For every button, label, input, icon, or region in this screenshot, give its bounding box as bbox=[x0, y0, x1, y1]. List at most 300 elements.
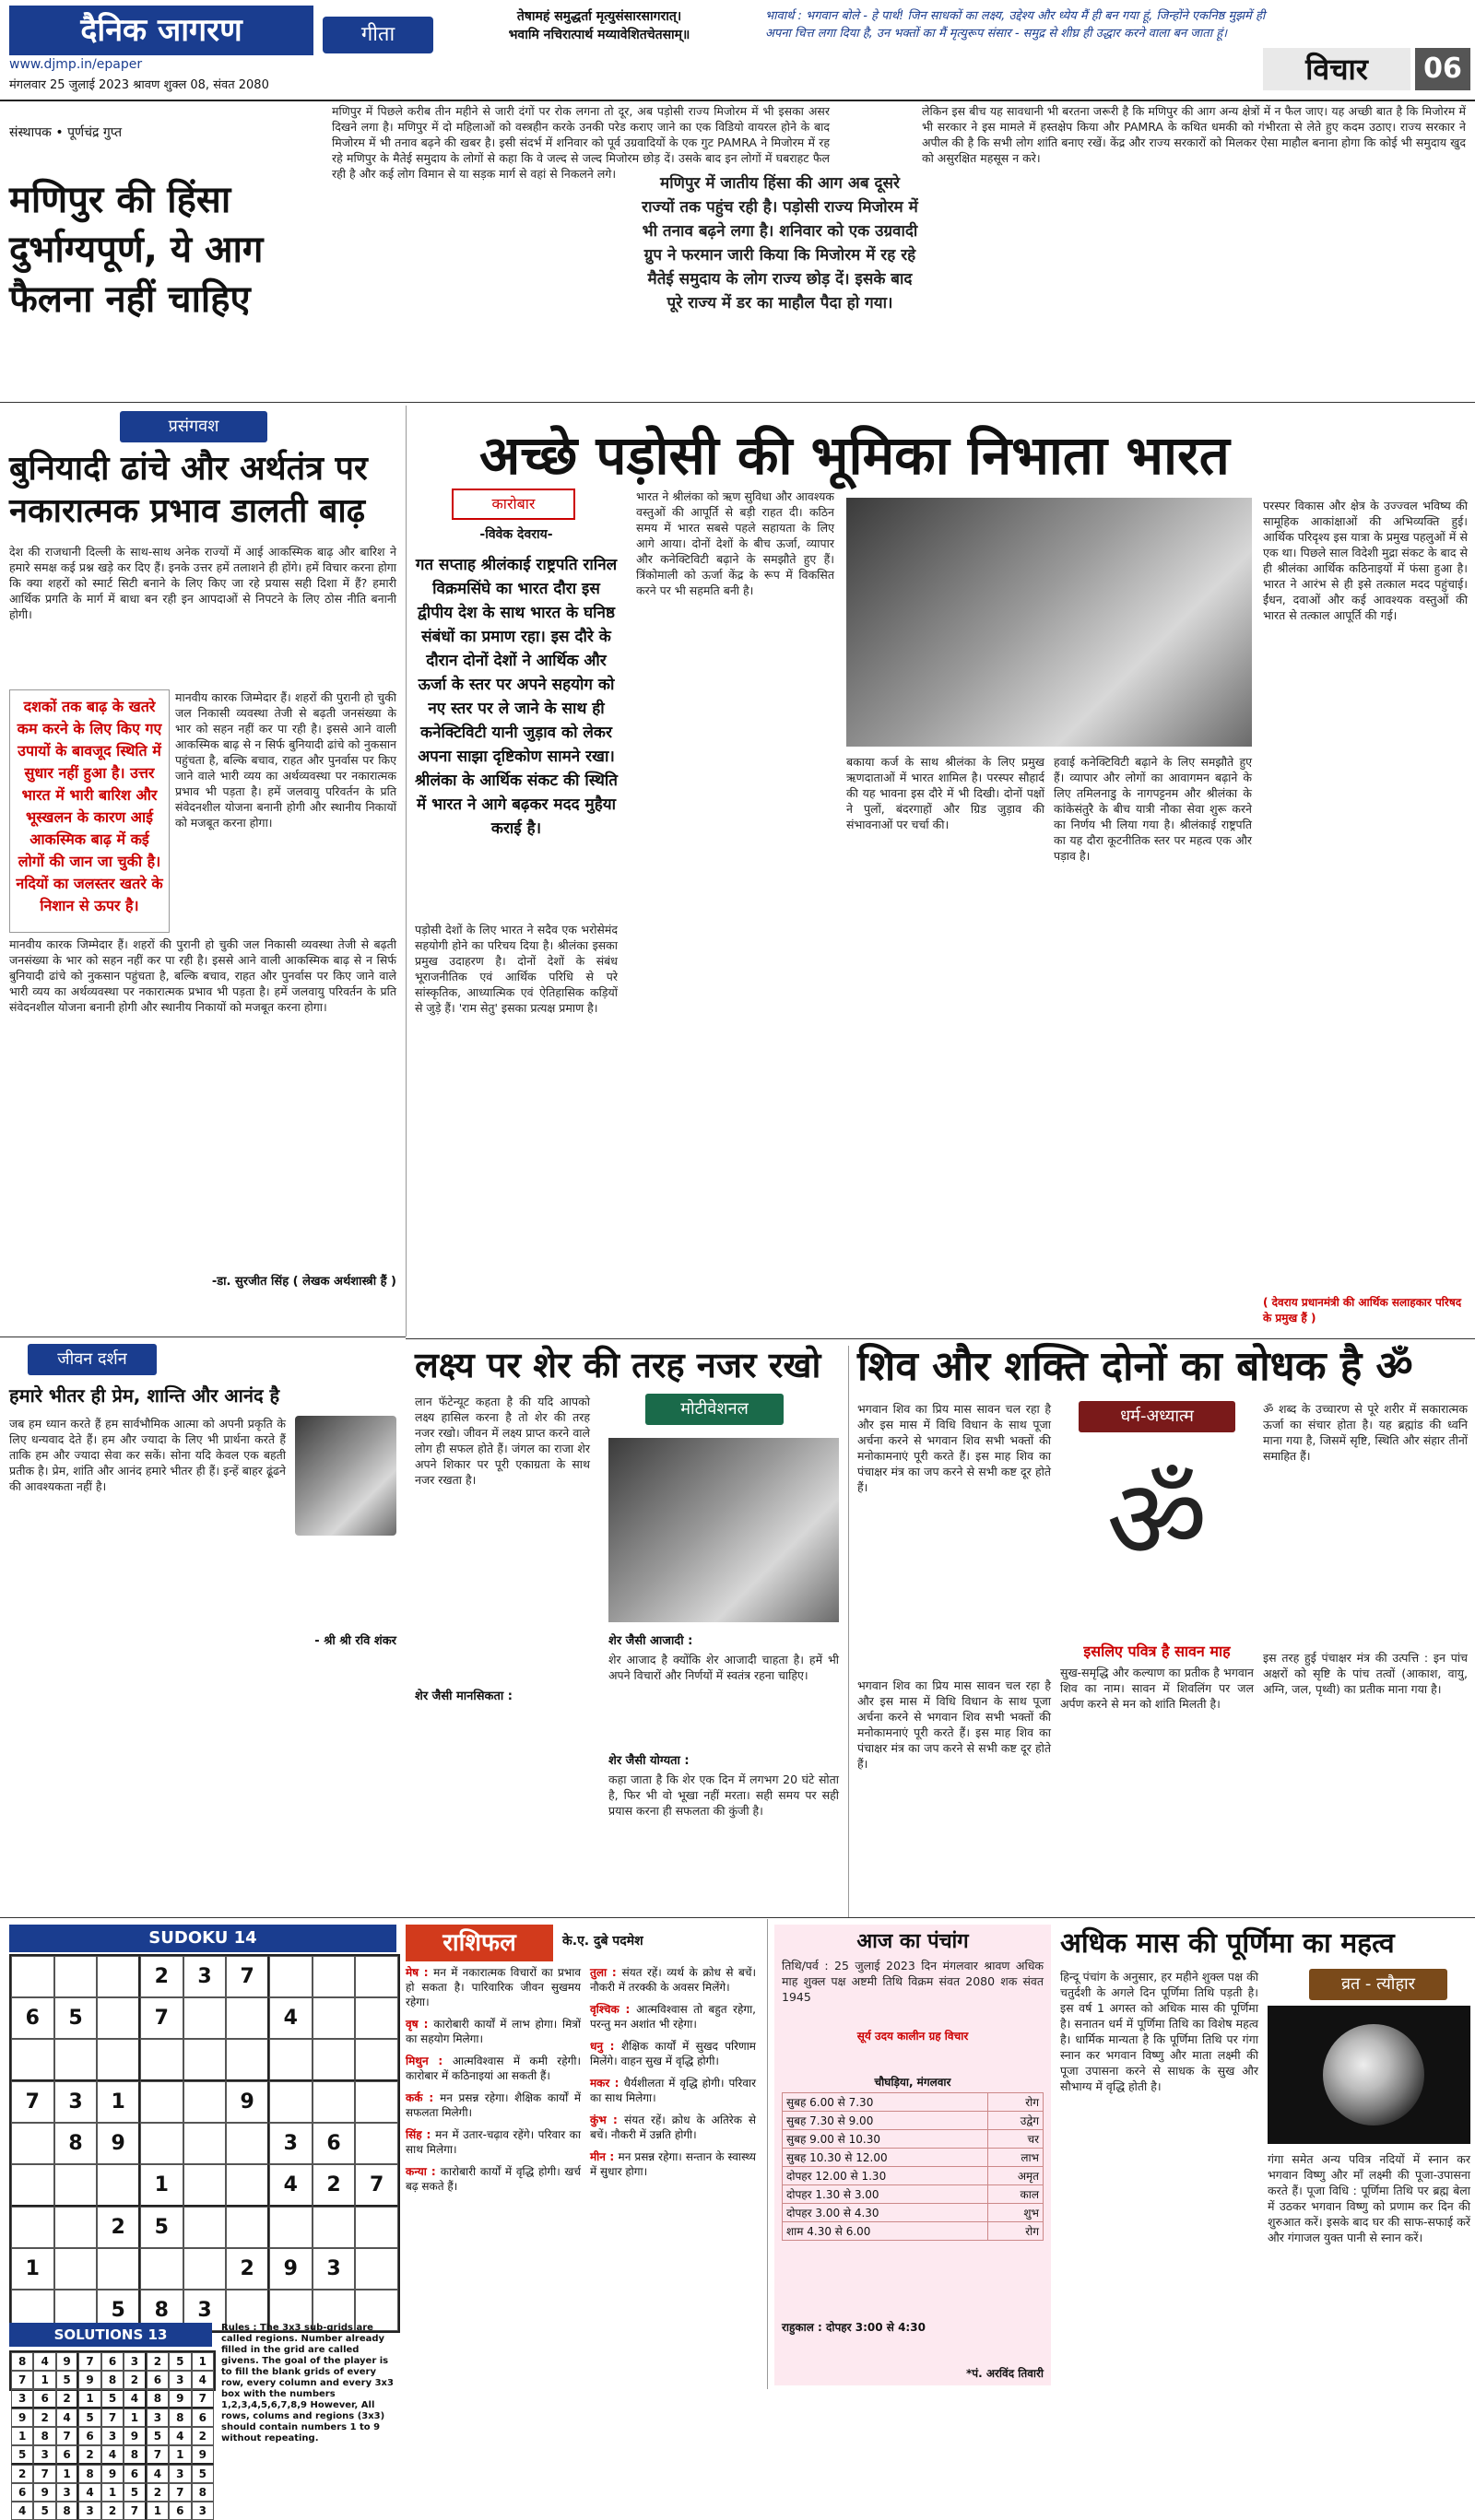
panchang-intro: तिथि/पर्व : 25 जुलाई 2023 दिन मंगलवार श्रावण अधिक माह शुक्ल पक्ष अष्टमी तिथि विक्रम संवत 2080 शक संवत 1945 bbox=[782, 1959, 1044, 2004]
rashi-text: मन में उतार-चढ़ाव रहेंगे। परिवार का साथ मिलेगा। bbox=[406, 2128, 581, 2156]
sudoku-cell[interactable] bbox=[355, 2081, 398, 2123]
sudoku-cell[interactable]: 3 bbox=[54, 2081, 98, 2123]
sudoku-cell[interactable] bbox=[183, 2081, 227, 2123]
sudoku-cell[interactable] bbox=[54, 2164, 98, 2207]
rashi-text: आत्मविश्वास तो बहुत रहेगा, परन्तु मन अशांत भी रहेगा। bbox=[590, 2003, 756, 2031]
sudoku-cell[interactable] bbox=[269, 2081, 313, 2123]
solution-cell: 4 bbox=[101, 2445, 124, 2465]
solution-cell: 9 bbox=[192, 2445, 214, 2465]
shloka-meaning: भावार्थ : भगवान बोले - हे पार्थ! जिन साधकों का लक्ष्य, उद्देश्य और ध्येय मैं ही बन गया हूं, जिन्होंने एकनिष्ठ मुझमें ही अपना चित्त लगा दिया है, उन भक्तों का मैं मृत्युरूप संसार - समुद्र से शीघ्र ही उद्धार करने वाला बन जाता हूं। bbox=[765, 9, 1266, 41]
solution-cell: 1 bbox=[124, 2408, 146, 2427]
jeevan-body: जब हम ध्यान करते हैं हम सार्वभौमिक आत्मा को अपनी प्रकृति के लिए धन्यवाद देते हैं। हम और ज्यादा के लिए भी प्रार्थना करते हैं ताकि हम और ज्यादा सेवा कर सकें। सोना यदि केवल एक बहती प्रतीक है। प्रेम, शांति और आनंद हमारे भीतर ही हैं। इन्हें बाहर ढूंढने की आवश्यकता नहीं है। bbox=[9, 1417, 286, 1493]
solution-cell: 7 bbox=[124, 2502, 146, 2520]
solution-cell: 9 bbox=[169, 2389, 191, 2408]
solution-cell: 2 bbox=[192, 2427, 214, 2445]
solution-cell: 4 bbox=[124, 2389, 146, 2408]
motivation-body-1: लान फॅटेन्यूट कहता है की यदि आपको लक्ष्य हासिल करना है तो शेर की तरह नजर रखो। जीवन में लक्ष्य प्राप्त करने वाले लोग ही सफल होते हैं। जंगल का राजा शेर अपने शिकार पर पूरी एकाग्रता के साथ नजर रखता है। bbox=[415, 1395, 590, 1487]
solution-cell: 3 bbox=[11, 2389, 33, 2408]
solution-cell: 8 bbox=[33, 2427, 55, 2445]
choghadiya-label: रोग bbox=[987, 2093, 1043, 2112]
solution-cell: 9 bbox=[11, 2408, 33, 2427]
prasangvash-author: -डा. सुरजीत सिंह ( लेखक अर्थशास्त्री हैं ) bbox=[211, 1275, 396, 1289]
sudoku-cell[interactable]: 2 bbox=[140, 1956, 183, 1997]
solution-cell: 8 bbox=[124, 2445, 146, 2465]
lead-headline: मणिपुर की हिंसा दुर्भाग्यपूर्ण, ये आग फैलना नहीं चाहिए bbox=[9, 179, 264, 321]
solution-cell: 1 bbox=[78, 2389, 100, 2408]
motivation-tag: मोटीवेशनल bbox=[645, 1394, 784, 1425]
karobar-body-2: भारत ने श्रीलंका को ऋण सुविधा और आवश्यक वस्तुओं की आपूर्ति से बड़ी राहत दी। कठिन समय में भारत सबसे पहले सहायता के लिए आगे आया। दोनों देशों के बीच ऊर्जा, व्यापार और कनेक्टिविटी बढ़ाने के समझौते हुए हैं। त्रिंकोमाली को ऊर्जा केंद्र के रूप में विकसित करने पर भी सहमति बनी है। bbox=[636, 489, 834, 597]
sudoku-cell[interactable]: 7 bbox=[355, 2164, 398, 2207]
vrat-body-1: हिन्दू पंचांग के अनुसार, हर महीने शुक्ल पक्ष की चतुर्दशी के अगले दिन पूर्णिमा तिथि पड़ती है। इस वर्ष 1 अगस्त को अधिक मास की पूर्णिमा है। सनातन धर्म में पूर्णिमा तिथि का विशेष महत्व है। धार्मिक मान्यता है कि पूर्णिमा तिथि पर गंगा स्नान कर भगवान विष्णु और माता लक्ष्मी की पूजा उपासना करने से साधक के सुख और सौभाग्य में वृद्धि होती है। bbox=[1060, 1970, 1258, 2093]
choghadiya-title: चौघड़िया, मंगलवार bbox=[874, 2076, 951, 2089]
sudoku-cell[interactable]: 7 bbox=[140, 1997, 183, 2039]
rashi-item bbox=[406, 2127, 581, 2157]
sudoku-cell[interactable] bbox=[313, 2207, 356, 2248]
solution-cell: 8 bbox=[147, 2389, 169, 2408]
choghadiya-row bbox=[783, 2185, 1044, 2204]
shloka-line-2: भवामि नचिरात्पार्थ मय्यावेशितचेतसाम्॥ bbox=[508, 28, 690, 42]
rashi-name: वृश्चिक : bbox=[590, 2003, 637, 2016]
sudoku-cell[interactable] bbox=[183, 2207, 227, 2248]
editor-credit: संस्थापक • पूर्णचंद्र गुप्त bbox=[9, 125, 123, 140]
solution-cell: 5 bbox=[101, 2389, 124, 2408]
rashi-item bbox=[590, 2149, 756, 2179]
sudoku-cell[interactable] bbox=[97, 1956, 140, 1997]
motivation-sub-1: शेर जैसी मानसिकता : bbox=[415, 1690, 513, 1703]
rashi-item bbox=[590, 2039, 756, 2068]
sudoku-cell[interactable] bbox=[355, 1956, 398, 1997]
sudoku-cell[interactable]: 9 bbox=[97, 2123, 140, 2164]
jeevan-headline: हमारे भीतर ही प्रेम, शान्ति और आनंद है bbox=[9, 1384, 280, 1407]
rashi-name: मिथुन : bbox=[406, 2055, 453, 2067]
motivation-sub-3: शेर जैसी योग्यता : bbox=[608, 1754, 690, 1768]
sudoku-cell[interactable]: 6 bbox=[11, 1997, 54, 2039]
divider bbox=[406, 1338, 1475, 1339]
solution-cell: 5 bbox=[147, 2427, 169, 2445]
vrat-body-2: गंगा समेत अन्य पवित्र नदियों में स्नान कर भगवान विष्णु और माँ लक्ष्मी की पूजा-उपासना करते हैं। पूजा विधि : पूर्णिमा तिथि पर ब्रह्म बेला में उठकर भगवान विष्णु को प्रणाम कर दिन की शुरुआत करें। इसके बाद घर की साफ-सफाई करें और गंगाजल युक्त पानी से स्नान करें। bbox=[1268, 2152, 1470, 2244]
divider bbox=[0, 402, 1475, 403]
rashi-item bbox=[406, 1965, 581, 2009]
karobar-headline: अच्छे पड़ोसी की भूमिका निभाता भारत bbox=[479, 424, 1230, 487]
sudoku-cell[interactable]: 5 bbox=[54, 1997, 98, 2039]
rashi-item bbox=[406, 2090, 581, 2120]
solution-cell: 3 bbox=[101, 2427, 124, 2445]
dharm-body-4: सुख-समृद्धि और कल्याण का प्रतीक है भगवान शिव का नाम। सावन में शिवलिंग पर जल अर्पण करने से मन को शांति मिलती है। bbox=[1060, 1666, 1254, 1711]
vrat-headline: अधिक मास की पूर्णिमा का महत्व bbox=[1060, 1927, 1395, 1960]
sudoku-cell[interactable] bbox=[97, 2039, 140, 2081]
choghadiya-time: दोपहर 12.00 से 1.30 bbox=[783, 2167, 988, 2185]
solution-cell: 2 bbox=[78, 2445, 100, 2465]
lead-body-2: लेकिन इस बीच यह सावधानी भी बरतना जरूरी है कि मणिपुर की आग अन्य क्षेत्रों में न फैल जाए। यह अच्छी बात है कि मिजोरम में भी सरकार ने इस मामले में हस्तक्षेप किया और PAMRA के कथित धमकी को गंभीरता से लेते हुए कदम उठाए। राज्य सरकार ने अपील की है कि सभी लोग शांति बनाए रखें। केंद्र और राज्य सरकारों को मिलकर ऐसा माहौल बनाना होगा कि कोई भी समुदाय खुद को असुरक्षित महसूस न करे। bbox=[922, 104, 1466, 165]
solution-cell: 5 bbox=[169, 2352, 191, 2371]
sudoku-cell[interactable] bbox=[140, 2248, 183, 2290]
panchang-yog: सूर्य उदय कालीन ग्रह विचार bbox=[856, 2030, 969, 2043]
solution-cell: 6 bbox=[124, 2465, 146, 2483]
rashi-name: धनु : bbox=[590, 2040, 622, 2053]
choghadiya-row bbox=[783, 2167, 1044, 2185]
sudoku-cell[interactable] bbox=[355, 2207, 398, 2248]
sudoku-cell[interactable]: 4 bbox=[269, 2164, 313, 2207]
sudoku-cell[interactable] bbox=[183, 2248, 227, 2290]
divider bbox=[848, 1346, 849, 1917]
sudoku-cell[interactable] bbox=[11, 2207, 54, 2248]
solutions-title: SOLUTIONS 13 bbox=[9, 2323, 212, 2347]
solution-cell: 7 bbox=[147, 2445, 169, 2465]
sudoku-cell[interactable]: 1 bbox=[11, 2248, 54, 2290]
rashi-name: मेष : bbox=[406, 1966, 434, 1979]
sudoku-cell[interactable] bbox=[355, 1997, 398, 2039]
solution-cell: 6 bbox=[169, 2502, 191, 2520]
choghadiya-row bbox=[783, 2149, 1044, 2167]
solution-cell: 9 bbox=[124, 2427, 146, 2445]
sudoku-cell[interactable] bbox=[313, 1956, 356, 1997]
rashi-text: मन प्रसन्न रहेगा। शैक्षिक कार्यों में सफलता मिलेगी। bbox=[406, 2091, 581, 2119]
solution-cell: 2 bbox=[101, 2502, 124, 2520]
solution-cell: 8 bbox=[56, 2502, 78, 2520]
solution-cell: 5 bbox=[192, 2465, 214, 2483]
rashi-name: कन्या : bbox=[406, 2165, 441, 2178]
prasangvash-tag: प्रसंगवश bbox=[120, 411, 267, 442]
lead-pullquote: मणिपुर में जातीय हिंसा की आग अब दूसरे राज्यों तक पहुंच रही है। पड़ोसी राज्य मिजोरम में भी तनाव बढ़ने लगा है। शनिवार को एक उग्रवादी ग्रुप ने फरमान जारी किया कि मिजोरम में रह रहे मैतेई समुदाय के लोग राज्य छोड़ दें। इसके बाद पूरे राज्य में डर का माहौल पैदा हो गया। bbox=[636, 166, 924, 321]
solution-cell: 9 bbox=[56, 2352, 78, 2371]
solution-cell: 4 bbox=[169, 2427, 191, 2445]
solution-cell: 4 bbox=[33, 2352, 55, 2371]
choghadiya-row bbox=[783, 2093, 1044, 2112]
dharm-body-5: इस तरह हुई पंचाक्षर मंत्र की उत्पत्ति : इन पांच अक्षरों को सृष्टि के पांच तत्वों (आकाश, वायु, अग्नि, जल, पृथ्वी) का प्रतीक माना गया है। bbox=[1263, 1651, 1468, 1696]
sudoku-cell[interactable] bbox=[54, 2248, 98, 2290]
sudoku-cell[interactable] bbox=[11, 2164, 54, 2207]
rashi-item bbox=[406, 2164, 581, 2194]
rashi-name: मीन : bbox=[590, 2150, 619, 2163]
solution-cell: 8 bbox=[78, 2465, 100, 2483]
prasangvash-headline: बुनियादी ढांचे और अर्थतंत्र पर नकारात्मक प्रभाव डालती बाढ़ bbox=[9, 450, 368, 530]
solution-cell: 1 bbox=[56, 2465, 78, 2483]
motivation-image bbox=[608, 1438, 839, 1622]
sudoku-cell[interactable] bbox=[269, 2039, 313, 2081]
sudoku-cell[interactable]: 4 bbox=[269, 1997, 313, 2039]
rashi-item bbox=[406, 2017, 581, 2046]
solution-cell: 6 bbox=[147, 2371, 169, 2389]
solution-cell: 3 bbox=[78, 2502, 100, 2520]
choghadiya-table bbox=[782, 2092, 1044, 2241]
solution-cell: 2 bbox=[33, 2408, 55, 2427]
rashi-text: आत्मविश्वास में कमी रहेगी। कारोबार में कठिनाइयां आ सकती हैं। bbox=[406, 2055, 581, 2082]
solution-cell: 6 bbox=[101, 2352, 124, 2371]
karobar-author: ( देवराय प्रधानमंत्री की आर्थिक सलाहकार परिषद के प्रमुख हैं ) bbox=[1263, 1296, 1462, 1325]
solution-cell: 3 bbox=[169, 2465, 191, 2483]
sudoku-cell[interactable]: 3 bbox=[183, 1956, 227, 1997]
sudoku-cell[interactable] bbox=[226, 2164, 269, 2207]
epaper-url[interactable]: www.djmp.in/epaper bbox=[9, 57, 143, 72]
sudoku-cell[interactable] bbox=[54, 1956, 98, 1997]
sudoku-cell[interactable]: 9 bbox=[226, 2081, 269, 2123]
sudoku-cell[interactable] bbox=[97, 1997, 140, 2039]
page-number: 06 bbox=[1415, 48, 1470, 90]
choghadiya-time: सुबह 7.30 से 9.00 bbox=[783, 2112, 988, 2130]
sudoku-cell[interactable]: 1 bbox=[140, 2164, 183, 2207]
sudoku-cell[interactable]: 3 bbox=[313, 2248, 356, 2290]
solution-cell: 3 bbox=[124, 2352, 146, 2371]
divider bbox=[767, 1919, 768, 2389]
dharm-body-3: भगवान शिव का प्रिय मास सावन चल रहा है और इस मास में विधि विधान के साथ पूजा अर्चना करने से भगवान शिव सभी भक्तों की मनोकामनाएं पूरी करते हैं। इस माह शिव का पंचाक्षर मंत्र का जप करने से सभी कष्ट दूर होते हैं। bbox=[857, 1678, 1051, 1771]
choghadiya-time: सुबह 9.00 से 10.30 bbox=[783, 2130, 988, 2149]
dharm-body-1: भगवान शिव का प्रिय मास सावन चल रहा है और इस मास में विधि विधान के साथ पूजा अर्चना करने से भगवान शिव सभी भक्तों की मनोकामनाएं पूरी करते हैं। इस माह शिव का पंचाक्षर मंत्र का जप करने से सभी कष्ट दूर होते हैं। bbox=[857, 1402, 1051, 1494]
solution-cell: 6 bbox=[33, 2389, 55, 2408]
moon-icon bbox=[1323, 2024, 1424, 2126]
solution-cell: 6 bbox=[192, 2408, 214, 2427]
solution-cell: 7 bbox=[169, 2483, 191, 2502]
solution-cell: 7 bbox=[33, 2465, 55, 2483]
solution-cell: 2 bbox=[56, 2389, 78, 2408]
sudoku-cell[interactable] bbox=[269, 2207, 313, 2248]
dharm-tag: धर्म-अध्यात्म bbox=[1079, 1401, 1235, 1432]
sudoku-cell[interactable] bbox=[269, 1956, 313, 1997]
choghadiya-time: दोपहर 1.30 से 3.00 bbox=[783, 2185, 988, 2204]
solution-cell: 5 bbox=[78, 2408, 100, 2427]
solution-cell: 4 bbox=[147, 2465, 169, 2483]
sudoku-cell[interactable] bbox=[313, 2039, 356, 2081]
solution-cell: 6 bbox=[56, 2445, 78, 2465]
solution-cell: 9 bbox=[78, 2371, 100, 2389]
sudoku-cell[interactable] bbox=[140, 2123, 183, 2164]
dateline: मंगलवार 25 जुलाई 2023 श्रावण शुक्ल 08, संवत 2080 bbox=[9, 78, 269, 92]
choghadiya-label: उद्वेग bbox=[987, 2112, 1043, 2130]
sudoku-cell[interactable]: 2 bbox=[97, 2207, 140, 2248]
choghadiya-time: शाम 4.30 से 6.00 bbox=[783, 2222, 988, 2241]
solution-cell: 5 bbox=[56, 2371, 78, 2389]
choghadiya-time: सुबह 6.00 से 7.30 bbox=[783, 2093, 988, 2112]
solution-cell: 1 bbox=[101, 2483, 124, 2502]
rashi-name: कुंभ : bbox=[590, 2114, 625, 2126]
solution-cell: 8 bbox=[192, 2483, 214, 2502]
solution-cell: 4 bbox=[78, 2483, 100, 2502]
sudoku-grid[interactable] bbox=[9, 1954, 400, 2333]
choghadiya-row bbox=[783, 2204, 1044, 2222]
sudoku-cell[interactable]: 8 bbox=[140, 2290, 183, 2331]
sudoku-cell[interactable] bbox=[355, 2039, 398, 2081]
sudoku-cell[interactable] bbox=[226, 1997, 269, 2039]
sudoku-cell[interactable]: 6 bbox=[313, 2123, 356, 2164]
choghadiya-label: चर bbox=[987, 2130, 1043, 2149]
rashifal-author: के.ए. दुबे पदमेश bbox=[562, 1934, 643, 1949]
sudoku-cell[interactable] bbox=[140, 2081, 183, 2123]
sudoku-cell[interactable]: 2 bbox=[226, 2248, 269, 2290]
panchang-title: आज का पंचांग bbox=[856, 1930, 969, 1953]
choghadiya-label: रोग bbox=[987, 2222, 1043, 2241]
sudoku-cell[interactable] bbox=[226, 2123, 269, 2164]
rashi-name: वृष : bbox=[406, 2018, 434, 2031]
solution-cell: 7 bbox=[192, 2389, 214, 2408]
gita-label: गीता bbox=[323, 17, 433, 53]
solution-cell: 8 bbox=[169, 2408, 191, 2427]
solution-cell: 6 bbox=[11, 2483, 33, 2502]
sudoku-title: SUDOKU 14 bbox=[9, 1925, 396, 1952]
choghadiya-label: शुभ bbox=[987, 2204, 1043, 2222]
rashi-text: संयत रहें। क्रोध के अतिरेक से बचें। नौकरी में उन्नति होगी। bbox=[590, 2114, 756, 2141]
sudoku-cell[interactable]: 5 bbox=[97, 2290, 140, 2331]
solution-cell: 5 bbox=[124, 2483, 146, 2502]
lead-body-1: मणिपुर में पिछले करीब तीन महीने से जारी दंगों पर रोक लगना तो दूर, अब पड़ोसी राज्य मिजोरम में भी इसका असर दिखने लगा है। मणिपुर में दो महिलाओं को वस्त्रहीन करके उनकी परेड कराए जाने का एक विडियो वायरल होने के बाद मिजोरम में भी तनाव बढ़ने की खबर है। इसी संदर्भ में शनिवार को पूर्व उग्रवादियों के एक गुट PAMRA ने मिजोरम में रह रहे मणिपुर के मैतेई समुदाय के लोगों से कहा कि वे जल्द से जल्द मिजोरम छोड़ दें। उसके बाद इन लोगों में घबराहट फैल रही है और कई लोग विमान से या सड़क मार्ग से वहां से निकलने लगे। bbox=[332, 104, 830, 181]
solution-cell: 2 bbox=[147, 2483, 169, 2502]
sudoku-cell[interactable]: 1 bbox=[97, 2081, 140, 2123]
sudoku-cell[interactable] bbox=[355, 2123, 398, 2164]
rashifal-left-column bbox=[406, 1965, 581, 2380]
solution-cell: 5 bbox=[11, 2445, 33, 2465]
rashi-name: कर्क : bbox=[406, 2091, 441, 2104]
solution-cell: 7 bbox=[101, 2408, 124, 2427]
sudoku-cell[interactable] bbox=[97, 2164, 140, 2207]
karobar-body-4: हवाई कनेक्टिविटी बढ़ाने के लिए समझौते हुए हैं। व्यापार और लोगों का आवागमन बढ़ाने के लिए तमिलनाडु के नागपट्टनम और श्रीलंका के कांकेसंतुरै के बीच यात्री नौका सेवा शुरू करने का निर्णय भी लिया गया है। श्रीलंकाई राष्ट्रपति का यह दौरा कूटनीतिक स्तर पर महत्व एक और पड़ाव है। bbox=[1054, 755, 1252, 863]
solution-cell: 1 bbox=[33, 2371, 55, 2389]
rashi-item bbox=[590, 1965, 756, 1995]
solution-cell: 9 bbox=[33, 2483, 55, 2502]
rashi-text: मन प्रसन्न रहेगा। सन्तान के स्वास्थ्य में सुधार होगा। bbox=[590, 2150, 757, 2178]
leaders-photo bbox=[846, 498, 1252, 747]
brand-logo: दैनिक जागरण bbox=[9, 6, 313, 55]
prasangvash-body-1: देश की राजधानी दिल्ली के साथ-साथ अनेक राज्यों में आई आकस्मिक बाढ़ और बारिश ने हमारे समक्ष कई प्रश्न खड़े कर दिए हैं। इनके उत्तर हमें तलाशने ही होंगे। हमें विचार करना होगा कि क्या शहरों को स्मार्ट सिटी बनाने के लिए किए जा रहे प्रयास सही दिशा में हैं? हमारी आर्थिक प्रगति के मार्ग में बाधा बन रही इन आपदाओं से निपटने के लिए ठोस नीति बनानी होगी। bbox=[9, 545, 396, 621]
sudoku-cell[interactable]: 2 bbox=[313, 2164, 356, 2207]
rashi-text: कारोबारी कार्यों में लाभ होगा। मित्रों का सहयोग मिलेगा। bbox=[406, 2018, 581, 2045]
choghadiya-time: सुबह 10.30 से 12.00 bbox=[783, 2149, 988, 2167]
solution-cell: 2 bbox=[124, 2371, 146, 2389]
shloka bbox=[442, 7, 756, 44]
sudoku-cell[interactable] bbox=[11, 1956, 54, 1997]
motivation-headline: लक्ष्य पर शेर की तरह नजर रखो bbox=[415, 1345, 821, 1385]
rashi-item bbox=[590, 2076, 756, 2105]
choghadiya-label: अमृत bbox=[987, 2167, 1043, 2185]
solution-cell: 3 bbox=[33, 2445, 55, 2465]
choghadiya-row bbox=[783, 2112, 1044, 2130]
karobar-body-3: बकाया कर्ज के साथ श्रीलंका के लिए प्रमुख ऋणदाताओं में भारत शामिल है। परस्पर सौहार्द की यह भावना इस दौरे में भी दिखी। दोनों पक्षों ने पुलों, बंदरगाहों और ग्रिड जुड़ाव की संभावनाओं पर चर्चा की। bbox=[846, 755, 1044, 831]
solution-cell: 4 bbox=[11, 2502, 33, 2520]
motivation-sub-2: शेर जैसी आजादी : bbox=[608, 1634, 693, 1648]
panchang-author: *पं. अरविंद तिवारी bbox=[966, 2367, 1044, 2380]
jeevan-author: - श्री श्री रवि शंकर bbox=[314, 1634, 396, 1648]
jeevan-tag: जीवन दर्शन bbox=[28, 1344, 157, 1375]
rashi-item bbox=[590, 2113, 756, 2142]
sudoku-cell[interactable]: 3 bbox=[183, 2290, 227, 2331]
prasangvash-pullquote: दशकों तक बाढ़ के खतरे कम करने के लिए किए गए उपायों के बावजूद स्थिति में सुधार नहीं हुआ है। उत्तर भारत में भारी बारिश और भूस्खलन के कारण आई आकस्मिक बाढ़ में कई लोगों की जान जा चुकी है। नदियों का जलस्तर खतरे के निशान से ऊपर है। bbox=[9, 689, 170, 933]
sudoku-cell[interactable] bbox=[97, 2248, 140, 2290]
sudoku-cell[interactable] bbox=[183, 2123, 227, 2164]
choghadiya-time: दोपहर 3.00 से 4.30 bbox=[783, 2204, 988, 2222]
sudoku-cell[interactable] bbox=[54, 2207, 98, 2248]
sudoku-cell[interactable] bbox=[313, 1997, 356, 2039]
solution-cell: 9 bbox=[101, 2465, 124, 2483]
solution-cell: 6 bbox=[78, 2427, 100, 2445]
rashi-name: मकर : bbox=[590, 2077, 624, 2090]
dharm-headline: शिव और शक्ति दोनों का बोधक है ॐ bbox=[857, 1343, 1413, 1390]
prasangvash-body-2: मानवीय कारक जिम्मेदार हैं। शहरों की पुरानी हो चुकी जल निकासी व्यवस्था तेजी से बढ़ती जनसंख्या के भार को सहन नहीं कर पा रही है। इससे आने वाली आकस्मिक बाढ़ से न सिर्फ बुनियादी ढांचे को नुकसान पहुंचता है, बल्कि बचाव, राहत और पुनर्वास पर किए जाने वाले भारी व्यय का अर्थव्यवस्था पर नकारात्मक प्रभाव भी पड़ता है। हमें जलवायु परिवर्तन के प्रति संवेदनशील योजना बनानी होगी और स्थानीय निकायों को मजबूत करना होगा। bbox=[175, 690, 396, 830]
sudoku-cell[interactable]: 7 bbox=[11, 2081, 54, 2123]
sudoku-cell[interactable] bbox=[226, 2039, 269, 2081]
solution-cell: 3 bbox=[56, 2483, 78, 2502]
solution-cell: 2 bbox=[11, 2465, 33, 2483]
dharm-body-2: ॐ शब्द के उच्चारण से पूरे शरीर में सकारात्मक ऊर्जा का संचार होता है। यह ब्रह्मांड की ध्वनि माना गया है, जिसमें सृष्टि, स्थिति और संहार तीनों समाहित हैं। bbox=[1263, 1402, 1468, 1463]
sudoku-cell[interactable] bbox=[226, 2207, 269, 2248]
choghadiya-label: लाभ bbox=[987, 2149, 1043, 2167]
sudoku-cell[interactable]: 3 bbox=[269, 2123, 313, 2164]
motivation-body-3: शेर आजाद है क्योंकि शेर आजादी चाहता है। हमें भी अपने विचारों और निर्णयों में स्वतंत्र रहना चाहिए। bbox=[608, 1653, 839, 1682]
sudoku-cell[interactable] bbox=[183, 2039, 227, 2081]
solution-grid bbox=[9, 2350, 216, 2517]
solution-cell: 1 bbox=[147, 2502, 169, 2520]
divider bbox=[0, 1917, 1475, 1918]
sudoku-cell[interactable]: 9 bbox=[269, 2248, 313, 2290]
sudoku-cell[interactable] bbox=[54, 2039, 98, 2081]
rahukal: राहुकाल : दोपहर 3:00 से 4:30 bbox=[782, 2321, 926, 2334]
sudoku-cell[interactable] bbox=[140, 2039, 183, 2081]
rashi-name: सिंह : bbox=[406, 2128, 436, 2141]
solution-cell: 7 bbox=[11, 2371, 33, 2389]
solution-cell: 2 bbox=[147, 2352, 169, 2371]
solution-cell: 7 bbox=[78, 2352, 100, 2371]
karobar-body-1: पड़ोसी देशों के लिए भारत ने सदैव एक भरोसेमंद सहयोगी होने का परिचय दिया है। श्रीलंका इसका प्रमुख उदाहरण है। दोनों देशों के संबंध भूराजनीतिक एवं आर्थिक परिधि से परे सांस्कृतिक, आध्यात्मिक एवं ऐतिहासिक कड़ियों से जुड़े हैं। 'राम सेतु' इसका प्रत्यक्ष प्रमाण है। bbox=[415, 923, 618, 1015]
sudoku-cell[interactable] bbox=[313, 2081, 356, 2123]
sudoku-rules: Rules : The 3x3 sub-grids are called regions. Number already filled in the grid are called givens. The goal of the player is to fill the blank grids of every row, every column and every 3x3 box with the numbers 1,2,3,4,5,6,7,8,9 However, All rows, colums and regions (3x3) should contain numbers 1 to 9 without repeating. bbox=[221, 2323, 394, 2443]
author-photo bbox=[295, 1416, 396, 1536]
solution-cell: 3 bbox=[192, 2502, 214, 2520]
shloka-line-1: तेषामहं समुद्धर्ता मृत्युसंसारसागरात्। bbox=[516, 9, 682, 24]
rashi-text: शैक्षिक कार्यों में सुखद परिणाम मिलेंगे। वाहन सुख में वृद्धि होगी। bbox=[590, 2040, 756, 2067]
rashi-text: मन में नकारात्मक विचारों का प्रभाव हो सकता है। पारिवारिक जीवन सुखमय रहेगा। bbox=[406, 1966, 581, 2008]
motivation-body-4: कहा जाता है कि शेर एक दिन में लगभग 20 घंटे सोता है, फिर भी वो भूखा नहीं मरता। सही समय पर सही प्रयास करना ही सफलता की कुंजी है। bbox=[608, 1772, 839, 1818]
karobar-pullquote: गत सप्ताह श्रीलंकाई राष्ट्रपति रानिल विक्रमसिंघे का भारत दौरा इस द्वीपीय देश के साथ भारत के घनिष्ठ संबंधों का प्रमाण रहा। इस दौरे के दौरान दोनों देशों ने आर्थिक और ऊर्जा के स्तर पर अपने सहयोग को नए स्तर पर ले जाने के साथ ही कनेक्टिविटी यानी जुड़ाव को लेकर अपना साझा दृष्टिकोण सामने रखा। श्रीलंका के आर्थिक संकट की स्थिति में भारत ने आगे बढ़कर मदद मुहैया कराई है। bbox=[415, 556, 618, 838]
om-symbol-icon: ॐ bbox=[1106, 1456, 1208, 1584]
rashifal-title: राशिफल bbox=[406, 1925, 553, 1961]
rashi-text: संयत रहें। व्यर्थ के क्रोध से बचें। नौकरी में तरक्की के अवसर मिलेंगे। bbox=[590, 1966, 756, 1994]
dharm-subhead: इसलिए पवित्र है सावन माह bbox=[1083, 1643, 1231, 1660]
moon-photo bbox=[1268, 2006, 1470, 2144]
choghadiya-row bbox=[783, 2130, 1044, 2149]
solution-cell: 1 bbox=[169, 2445, 191, 2465]
karobar-tag: कारोबार bbox=[452, 489, 575, 520]
solution-cell: 4 bbox=[192, 2371, 214, 2389]
section-title: विचार bbox=[1263, 48, 1410, 90]
solution-cell: 1 bbox=[11, 2427, 33, 2445]
rashi-name: तुला : bbox=[590, 1966, 622, 1979]
sudoku-cell[interactable] bbox=[11, 2123, 54, 2164]
rashi-item bbox=[406, 2054, 581, 2083]
solution-cell: 1 bbox=[192, 2352, 214, 2371]
sudoku-cell[interactable]: 7 bbox=[226, 1956, 269, 1997]
rashi-text: धैर्यशीलता में वृद्धि होगी। परिवार का साथ मिलेगा। bbox=[590, 2077, 756, 2104]
rashi-text: कारोबारी कार्यों में वृद्धि होगी। खर्च बढ़ सकते हैं। bbox=[406, 2165, 581, 2193]
rashifal-right-column bbox=[590, 1965, 756, 2380]
prasangvash-body-3: मानवीय कारक जिम्मेदार हैं। शहरों की पुरानी हो चुकी जल निकासी व्यवस्था तेजी से बढ़ती जनसंख्या के भार को सहन नहीं कर पा रही है। इससे आने वाली आकस्मिक बाढ़ से न सिर्फ बुनियादी ढांचे को नुकसान पहुंचता है, बल्कि बचाव, राहत और पुनर्वास पर किए जाने वाले भारी व्यय का अर्थव्यवस्था पर नकारात्मक प्रभाव भी पड़ता है। हमें जलवायु परिवर्तन के प्रति संवेदनशील योजना बनानी होगी और स्थानीय निकायों को मजबूत करना होगा। bbox=[9, 937, 396, 1014]
sudoku-cell[interactable] bbox=[183, 2164, 227, 2207]
sudoku-cell[interactable] bbox=[355, 2248, 398, 2290]
solution-cell: 5 bbox=[33, 2502, 55, 2520]
choghadiya-label: काल bbox=[987, 2185, 1043, 2204]
divider bbox=[406, 406, 407, 1337]
karobar-body-5: परस्पर विकास और क्षेत्र के उज्ज्वल भविष्य की सामूहिक आकांक्षाओं की अभिव्यक्ति हुई। आर्थिक परिदृश्य इस यात्रा के प्रमुख पहलुओं में से एक था। पिछले साल विदेशी मुद्रा संकट के बाद से ही श्रीलंका आर्थिक कठिनाइयों में फंसा हुआ है। भारत ने आरंभ से ही इसे तत्काल मदद पहुंचाई। ईंधन, दवाओं और कई आवश्यक वस्तुओं की भारत से तत्काल आपूर्ति की गई। bbox=[1263, 499, 1468, 622]
sudoku-cell[interactable] bbox=[11, 2039, 54, 2081]
solution-cell: 4 bbox=[56, 2408, 78, 2427]
karobar-byline: -विवेक देवराय- bbox=[479, 527, 553, 542]
sudoku-cell[interactable] bbox=[183, 1997, 227, 2039]
sudoku-cell[interactable]: 8 bbox=[54, 2123, 98, 2164]
solution-cell: 8 bbox=[101, 2371, 124, 2389]
rashi-item bbox=[590, 2002, 756, 2031]
solution-cell: 7 bbox=[56, 2427, 78, 2445]
solution-cell: 3 bbox=[169, 2371, 191, 2389]
sudoku-cell[interactable]: 5 bbox=[140, 2207, 183, 2248]
vrat-tag: व्रत - त्यौहार bbox=[1309, 1969, 1447, 2000]
solution-cell: 8 bbox=[11, 2352, 33, 2371]
choghadiya-row bbox=[783, 2222, 1044, 2241]
solution-cell: 3 bbox=[147, 2408, 169, 2427]
